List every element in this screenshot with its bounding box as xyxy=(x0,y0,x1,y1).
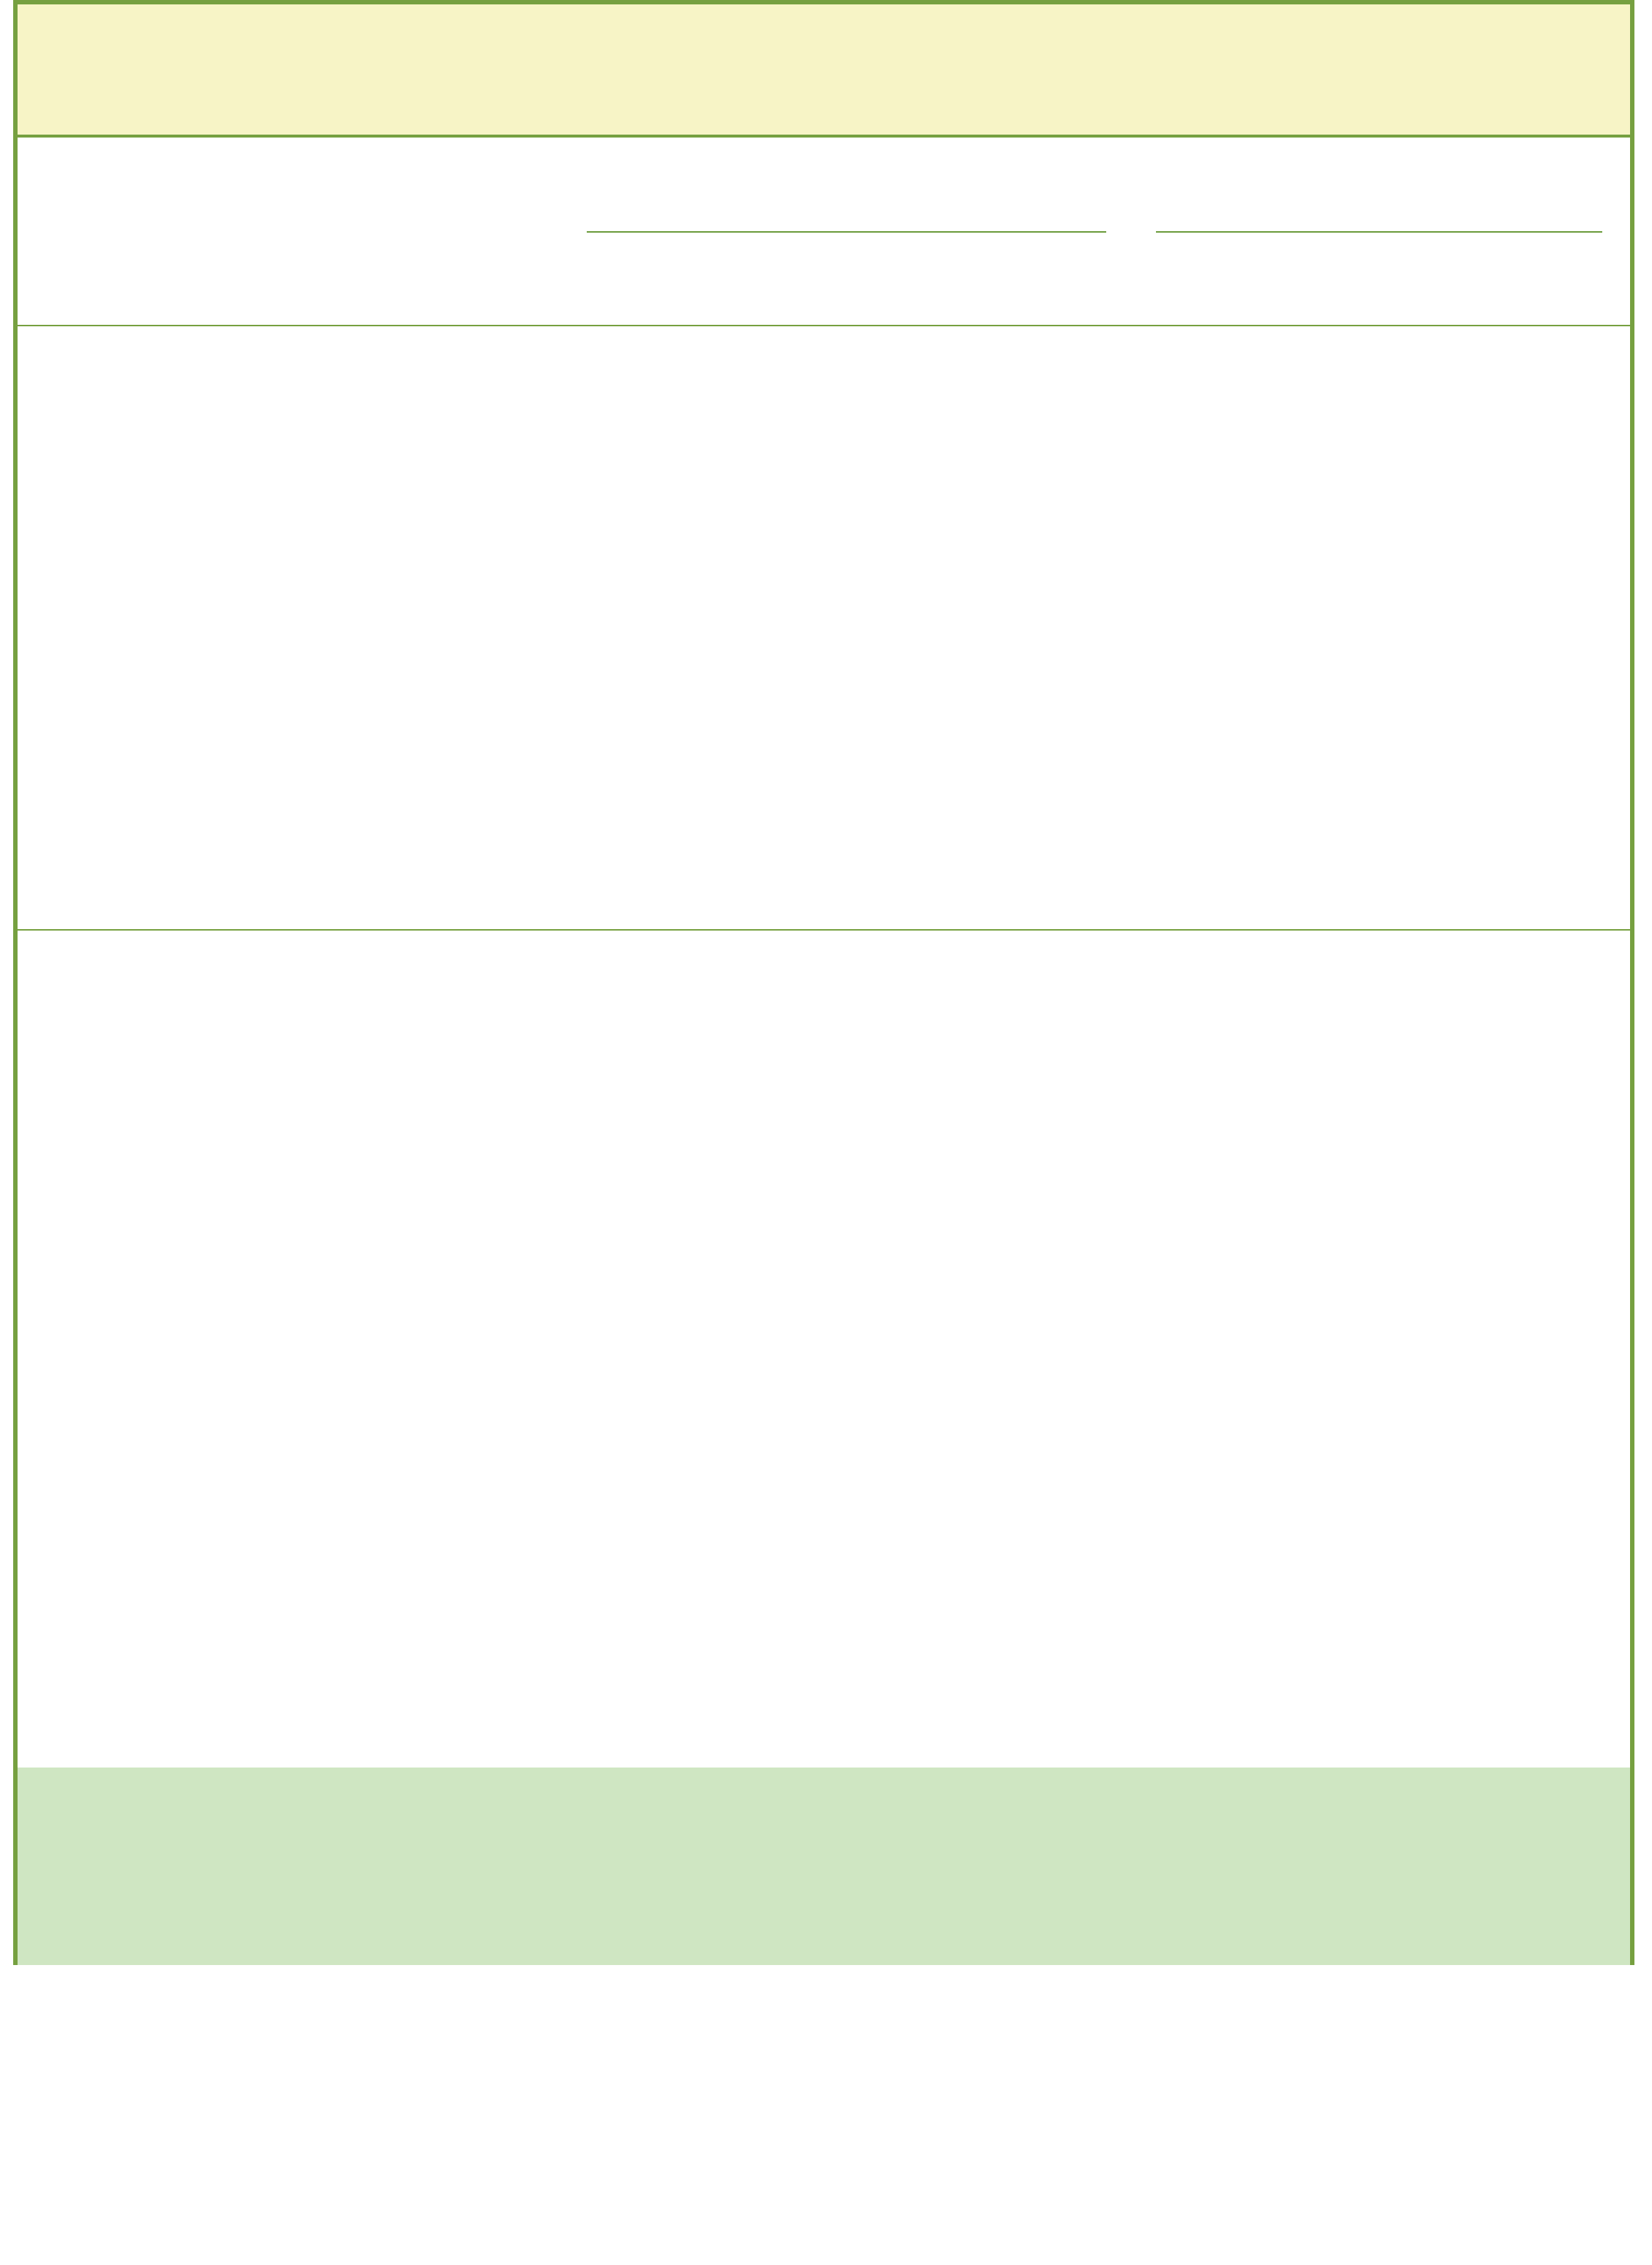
table-frame xyxy=(13,0,1634,1965)
section-divider xyxy=(18,929,1630,931)
header-operation-rule xyxy=(1156,231,1602,233)
title-band xyxy=(18,4,1630,138)
header-divider xyxy=(18,325,1630,326)
highlight-1397 xyxy=(18,1768,1630,1965)
header-establishment-rule xyxy=(587,231,1106,233)
